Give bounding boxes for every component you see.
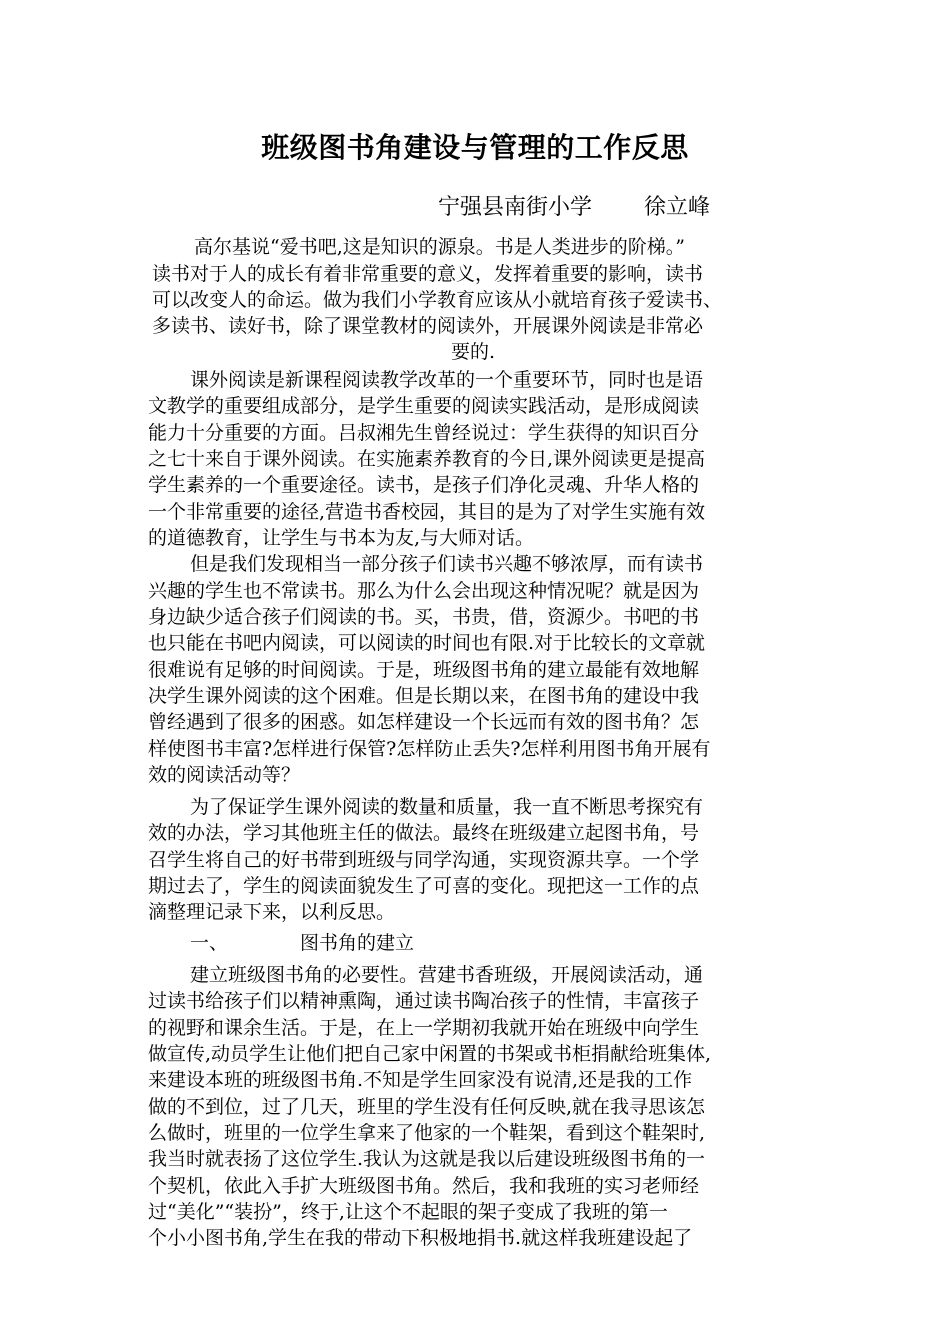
paragraph-line: 么做时，班里的一位学生拿来了他家的一个鞋架，看到这个鞋架时,	[148, 1122, 706, 1144]
paragraph-line: 为了保证学生课外阅读的数量和质量，我一直不断思考探究有	[190, 796, 704, 818]
paragraph-line: 曾经遇到了很多的困惑。如怎样建设一个长远而有效的图书角？怎	[148, 711, 700, 733]
section-heading-text: 图书角的建立	[300, 932, 415, 954]
paragraph-line: 来建设本班的班级图书角.不知是学生回家没有说清,还是我的工作	[148, 1069, 693, 1091]
paragraph-line: 决学生课外阅读的这个困难。但是长期以来，在图书角的建设中我	[148, 685, 700, 707]
paragraph-line: 高尔基说“爱书吧,这是知识的源泉。书是人类进步的阶梯。”	[194, 236, 685, 258]
paragraph-line: 要的.	[451, 341, 496, 363]
paragraph-line: 很难说有足够的时间阅读。于是，班级图书角的建立最能有效地解	[148, 659, 700, 681]
paragraph-line: 的视野和课余生活。于是，在上一学期初我就开始在班级中向学生	[148, 1017, 700, 1039]
paragraph-line: 的道德教育，让学生与书本为友,与大师对话。	[148, 527, 535, 549]
paragraph-line: 我当时就表扬了这位学生.我认为这就是我以后建设班级图书角的一	[148, 1148, 706, 1170]
paragraph-line: 可以改变人的命运。做为我们小学教育应该从小就培育孩子爱读书、	[152, 289, 723, 311]
paragraph-line: 个小小图书角,学生在我的带动下积极地捐书.就这样我班建设起了	[148, 1227, 693, 1249]
paragraph-line: 学生素养的一个重要途径。读书，是孩子们净化灵魂、升华人格的	[148, 474, 700, 496]
paragraph-line: 滴整理记录下来，以利反思。	[148, 901, 396, 923]
school-name: 宁强县南街小学	[438, 195, 593, 220]
paragraph-line: 身边缺少适合孩子们阅读的书。买，书贵，借，资源少。书吧的书	[148, 606, 700, 628]
paragraph-line: 过读书给孩子们以精神熏陶，通过读书陶冶孩子的性情，丰富孩子	[148, 990, 700, 1012]
paragraph-line: 课外阅读是新课程阅读教学改革的一个重要环节，同时也是语	[190, 369, 704, 391]
author-name: 徐立峰	[644, 195, 711, 220]
paragraph-line: 读书对于人的成长有着非常重要的意义，发挥着重要的影响，读书	[152, 263, 704, 285]
byline	[438, 192, 710, 224]
paragraph-line: 效的阅读活动等？	[148, 764, 301, 786]
paragraph-line: 做宣传,动员学生让他们把自己家中闲置的书架或书柜捐献给班集体,	[148, 1043, 712, 1065]
paragraph-line: 多读书、读好书，除了课堂教材的阅读外，开展课外阅读是非常必	[152, 315, 704, 337]
document-title: 班级图书角建设与管理的工作反思	[261, 131, 689, 164]
paragraph-line: 建立班级图书角的必要性。营建书香班级，开展阅读活动，通	[190, 964, 704, 986]
paragraph-line: 召学生将自己的好书带到班级与同学沟通，实现资源共享。一个学	[148, 849, 700, 871]
section-number: 一、	[190, 932, 229, 954]
paragraph-line: 兴趣的学生也不常读书。那么为什么会出现这种情况呢？就是因为	[148, 580, 700, 602]
section-heading	[190, 930, 414, 956]
paragraph-line: 效的办法，学习其他班主任的做法。最终在班级建立起图书角，号	[148, 822, 700, 844]
paragraph-line: 之七十来自于课外阅读。在实施素养教育的今日,课外阅读更是提高	[148, 448, 706, 470]
paragraph-line: 期过去了，学生的阅读面貌发生了可喜的变化。现把这一工作的点	[148, 875, 700, 897]
paragraph-line: 但是我们发现相当一部分孩子们读书兴趣不够浓厚，而有读书	[190, 553, 704, 575]
paragraph-line: 个契机，依此入手扩大班级图书角。然后，我和我班的实习老师经	[148, 1175, 700, 1197]
paragraph-line: 做的不到位，过了几天，班里的学生没有任何反映,就在我寻思该怎	[148, 1096, 706, 1118]
paragraph-line: 样使图书丰富?怎样进行保管?怎样防止丢失?怎样利用图书角开展有	[148, 738, 711, 760]
paragraph-line: 一个非常重要的途径,营造书香校园，其目的是为了对学生实施有效	[148, 501, 706, 523]
paragraph-line: 文教学的重要组成部分，是学生重要的阅读实践活动，是形成阅读	[148, 395, 700, 417]
paragraph-line: 过“美化”“装扮”，终于,让这个不起眼的架子变成了我班的第一	[148, 1201, 668, 1223]
paragraph-line: 能力十分重要的方面。吕叔湘先生曾经说过：学生获得的知识百分	[148, 422, 700, 444]
paragraph-line: 也只能在书吧内阅读，可以阅读的时间也有限.对于比较长的文章就	[148, 632, 706, 654]
